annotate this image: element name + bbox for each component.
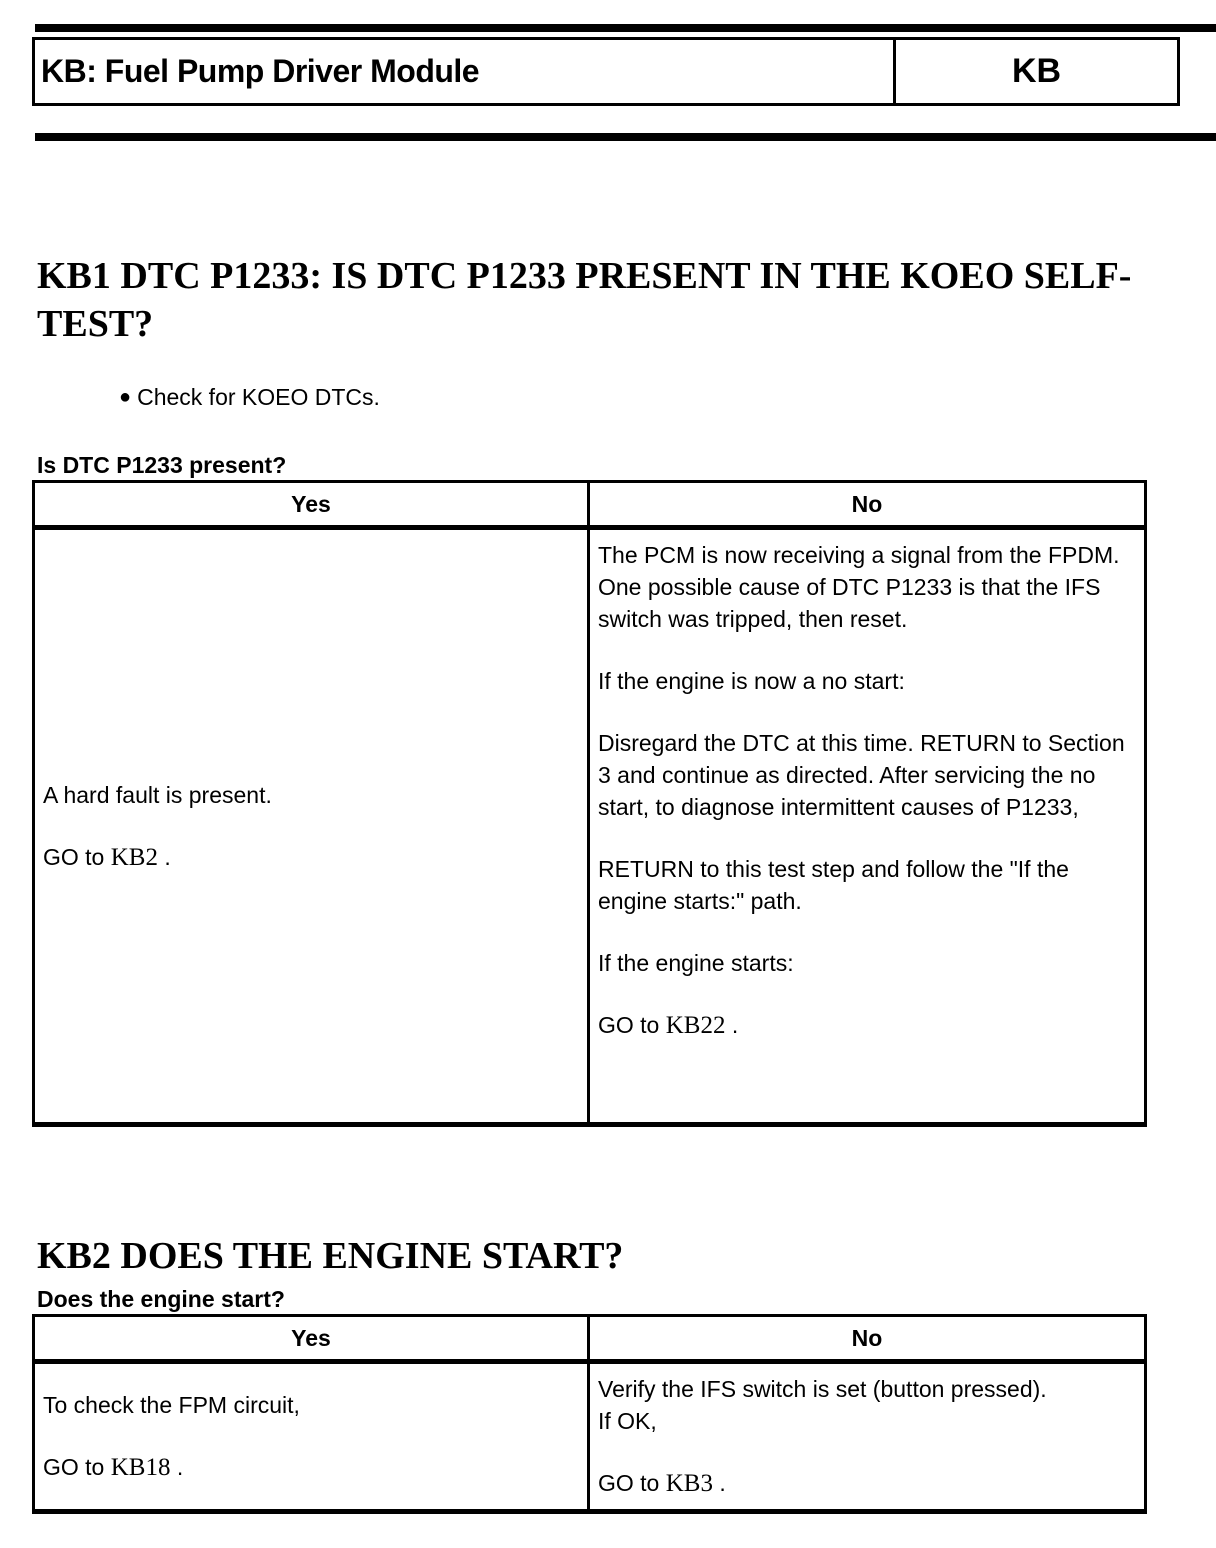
goto-line [598, 1467, 1136, 1500]
kb2-table-header-row [35, 1317, 1144, 1364]
kb2-no-column-header: No [851, 1325, 883, 1351]
goto-prefix: GO to [43, 1454, 105, 1480]
page-header [32, 37, 1180, 106]
paragraph: If the engine starts: [598, 950, 794, 976]
paragraph: Disregard the DTC at this time. RETURN to Section 3 and continue as directed. After servicing the no start, to diagnose intermittent causes of P1233, [598, 730, 1125, 820]
kb1-question: Is DTC P1233 present? [37, 452, 287, 478]
paragraph: The PCM is now receiving a signal from the FPDM. One possible cause of DTC P1233 is that the IFS switch was tripped, then reset. [598, 542, 1120, 632]
kb1-result-table [32, 480, 1147, 1127]
kb1-table-header-row [35, 483, 1144, 530]
kb2-yes-cell [35, 1364, 590, 1509]
kb2-yes-column-header: Yes [35, 1317, 590, 1359]
paragraph: If OK, [598, 1408, 657, 1434]
kb2-table-body-row [35, 1364, 1144, 1509]
paragraph: A hard fault is present. [43, 781, 272, 808]
kb1-no-cell [590, 530, 1144, 1122]
kb22-link[interactable]: KB22 [665, 1012, 726, 1039]
goto-suffix: . [176, 1454, 184, 1480]
goto-suffix: . [731, 1012, 739, 1038]
kb1-yes-cell [35, 530, 590, 1122]
goto-line [598, 1009, 1136, 1042]
kb2-question: Does the engine start? [37, 1286, 285, 1312]
kb2-link[interactable]: KB2 [110, 843, 158, 871]
header-rule [35, 133, 1216, 141]
kb2-no-cell [590, 1364, 1144, 1509]
document-title: KB: Fuel Pump Driver Module [41, 53, 480, 89]
kb1-no-column-header: No [851, 491, 883, 517]
goto-prefix: GO to [43, 843, 105, 870]
goto-line [43, 1451, 579, 1484]
goto-suffix: . [719, 1470, 726, 1496]
paragraph: RETURN to this test step and follow the "If the engine starts:" path. [598, 856, 1069, 914]
kb1-step-text: Check for KOEO DTCs. [137, 384, 380, 410]
goto-line [43, 841, 579, 874]
kb1-step-list [119, 382, 1216, 412]
kb1-heading: KB1 DTC P1233: IS DTC P1233 PRESENT IN THE KOEO SELF-TEST? [37, 255, 1132, 345]
kb2-result-table [32, 1314, 1147, 1514]
paragraph: To check the FPM circuit, [43, 1392, 300, 1418]
kb3-link[interactable]: KB3 [665, 1470, 713, 1497]
paragraph: If the engine is now a no start: [598, 668, 905, 694]
kb1-yes-column-header: Yes [35, 483, 590, 525]
paragraph: Verify the IFS switch is set (button pressed). [598, 1376, 1047, 1402]
bullet-icon: ● [119, 386, 132, 408]
goto-prefix: GO to [598, 1012, 660, 1038]
goto-suffix: . [164, 843, 171, 870]
kb18-link[interactable]: KB18 [110, 1454, 171, 1481]
top-rule [35, 24, 1216, 32]
goto-prefix: GO to [598, 1470, 660, 1496]
kb2-heading: KB2 DOES THE ENGINE START? [37, 1235, 624, 1277]
section-code: KB [893, 40, 1177, 103]
kb1-table-body-row [35, 530, 1144, 1122]
